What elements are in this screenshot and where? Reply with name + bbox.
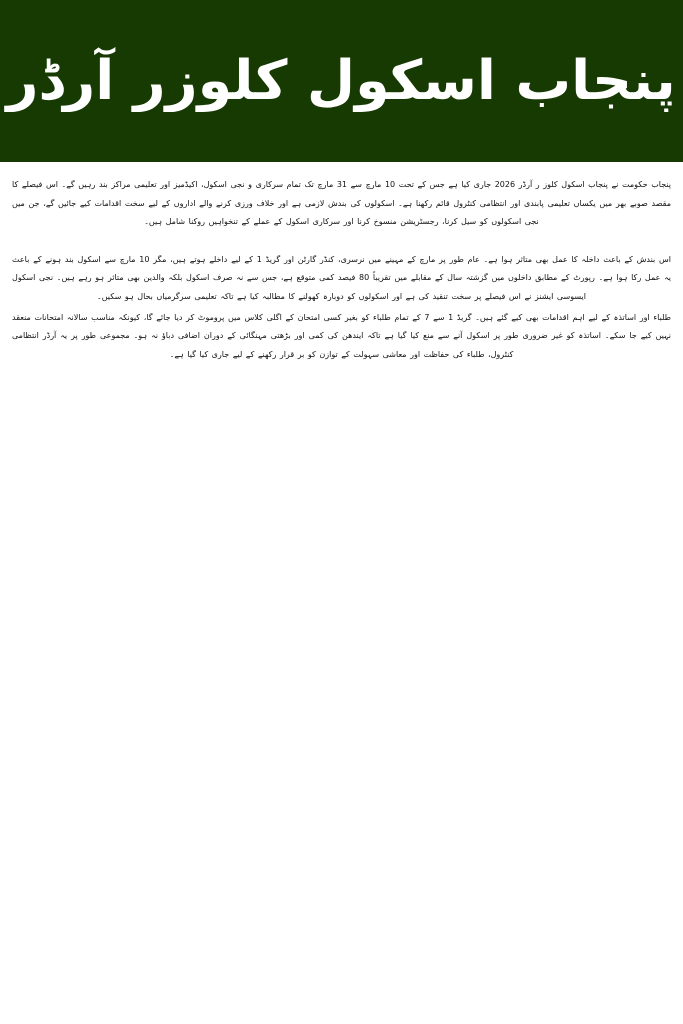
- article-body: [0, 162, 683, 1024]
- headline-banner: [0, 0, 683, 162]
- article-paragraph-2: اس بندش کے باعث داخلہ کا عمل بھی متاثر ہوا ہے۔ عام طور پر مارچ کے مہینے میں نرسری، کنڈر گارٹن اور گریڈ 1 کے لیے داخلے ہوتے ہیں، مگر 10 مارچ سے اسکول بند ہونے کے باعث یہ عمل رکا ہوا ہے۔ رپورٹ کے مطابق داخلوں میں گزشتہ سال کے مقابلے میں تقریباً 80 فیصد کمی متوقع ہے، جس سے نہ صرف اسکول بلکہ والدین بھی متاثر ہو رہے ہیں۔ نجی اسکول ایسوسی ایشنز نے اس فیصلے پر سخت تنقید کی ہے اور اسکولوں کو دوبارہ کھولنے کا مطالبہ کیا ہے تاکہ تعلیمی سرگرمیاں بحال ہو سکیں۔: [12, 254, 672, 301]
- article-paragraph-3: طلباء اور اساتذہ کے لیے اہم اقدامات بھی کیے گئے ہیں۔ گریڈ 1 سے 7 کے تمام طلباء کو بغیر کسی امتحان کے اگلی کلاس میں پروموٹ کر دیا جائے گا، کیونکہ مناسب سالانہ امتحانات منعقد نہیں کیے جا سکے۔ اساتذہ کو غیر ضروری طور پر اسکول آنے سے منع کیا گیا ہے تاکہ ایندھن کی کمی اور بڑھتی مہنگائی کے دوران اضافی دباؤ نہ ہو۔ مجموعی طور پر یہ آرڈر انتظامی کنٹرول، طلباء کی حفاظت اور معاشی سہولت کے توازن کو بر قرار رکھنے کے لیے جاری کیا گیا ہے۔: [12, 312, 671, 360]
- article-paragraph-1: پنجاب حکومت نے پنجاب اسکول کلوز ر آرڈر 2026 جاری کیا ہے جس کے تحت 10 مارچ سے 31 مارچ تک تمام سرکاری و نجی اسکول، اکیڈمیز اور تعلیمی مراکز بند رہیں گے۔ اس فیصلے کا مقصد صوبے بھر میں یکساں تعلیمی پابندی اور انتظامی کنٹرول قائم رکھنا ہے۔ اسکولوں کی بندش لازمی ہے اور خلاف ورزی کرنے والے اداروں کے لیے سخت اقدامات کیے جائیں گے، جن میں نجی اسکولوں کو سیل کرنا، رجسٹریشن منسوخ کرنا اور سرکاری اسکول کے عملے کے تنخواہیں روکنا شامل ہیں۔: [12, 180, 672, 227]
- page-title: پنجاب اسکول کلوزر آرڈر: [6, 48, 677, 113]
